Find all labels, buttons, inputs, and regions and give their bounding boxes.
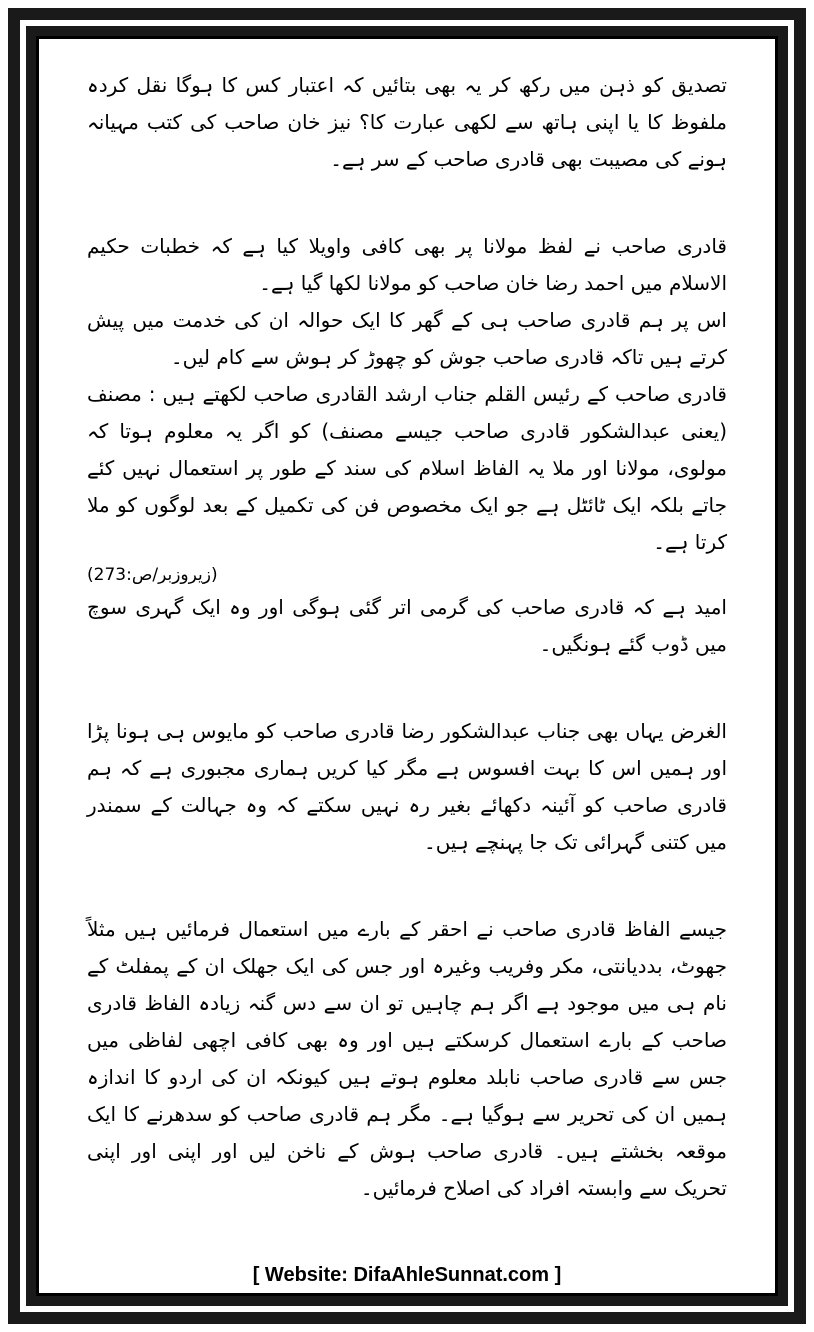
paragraph-3: اس پر ہم قادری صاحب ہی کے گھر کا ایک حوالہ ان کی خدمت میں پیش کرتے ہیں تاکہ قادری صاحب جوش کو چھوڑ کر ہوش سے کام لیں۔ (87, 308, 727, 369)
paragraph-5: امید ہے کہ قادری صاحب کی گرمی اتر گئی ہوگی اور وہ ایک گہری سوچ میں ڈوب گئے ہونگیں۔ (87, 595, 727, 656)
paragraph-4: قادری صاحب کے رئیس القلم جناب ارشد القادری صاحب لکھتے ہیں : مصنف (یعنی عبدالشکور قادری صاحب جیسے مصنف) کو اگر یہ معلوم ہوتا کہ مولوی، مولانا اور ملا یہ الفاظ اسلام کی سند کے طور پر استعمال نہیں کئے جاتے بلکہ ایک ٹائٹل ہے جو ایک مخصوص فن کی تکمیل کے بعد لوگوں کو ملا کرتا ہے۔ (87, 382, 727, 554)
reference-citation: (زیروزبر/ص:273) (87, 565, 218, 585)
paragraph-2: قادری صاحب نے لفظ مولانا پر بھی کافی واویلا کیا ہے کہ خطبات حکیم الاسلام میں احمد رضا خان صاحب کو مولانا لکھا گیا ہے۔ (87, 234, 727, 295)
page-content-area (36, 36, 778, 1296)
paragraph-7: جیسے الفاظ قادری صاحب نے احقر کے بارے میں استعمال فرمائیں ہیں مثلاً جھوٹ، بددیانتی، مکر وفریب وغیرہ اور جس کی ایک جھلک ان کے پمفلٹ کے نام ہی میں موجود ہے اگر ہم چاہیں تو ان سے دس گنہ زیادہ الفاظ قادری صاحب کے بارے استعمال کرسکتے ہیں اور وہ بھی کافی اچھی لفاظی میں جس سے قادری صاحب نابلد معلوم ہوتے ہیں کیونکہ ان کی اردو کا اندازہ ہمیں ان کی تحریر سے ہوگیا ہے۔ مگر ہم قادری صاحب کو سدھرنے کا ایک موقعہ بخشتے ہیں۔ قادری صاحب ہوش کے ناخن لیں اور اپنی اور اپنی تحریک سے وابستہ افراد کی اصلاح فرمائیں۔ (87, 917, 727, 1200)
article-body (87, 67, 727, 1207)
paragraph-6: الغرض یہاں بھی جناب عبدالشکور رضا قادری صاحب کو مایوس ہی ہونا پڑا اور ہمیں اس کا بہت افسوس ہے مگر کیا کریں ہماری مجبوری ہے کہ ہم قادری صاحب کو آئینہ دکھائے بغیر رہ نہیں سکتے کہ وہ جہالت کے سمندر میں کتنی گہرائی تک جا پہنچے ہیں۔ (87, 719, 727, 854)
paragraph-1: تصدیق کو ذہن میں رکھ کر یہ بھی بتائیں کہ اعتبار کس کا ہوگا نقل کردہ ملفوظ کا یا اپنی ہاتھ سے لکھی عبارت کا؟ نیز خان صاحب کی کتب مہیانہ ہونے کی مصیبت بھی قادری صاحب کے سر ہے۔ (87, 73, 727, 171)
website-footer: [ Website: DifaAhleSunnat.com ] (252, 1264, 562, 1286)
